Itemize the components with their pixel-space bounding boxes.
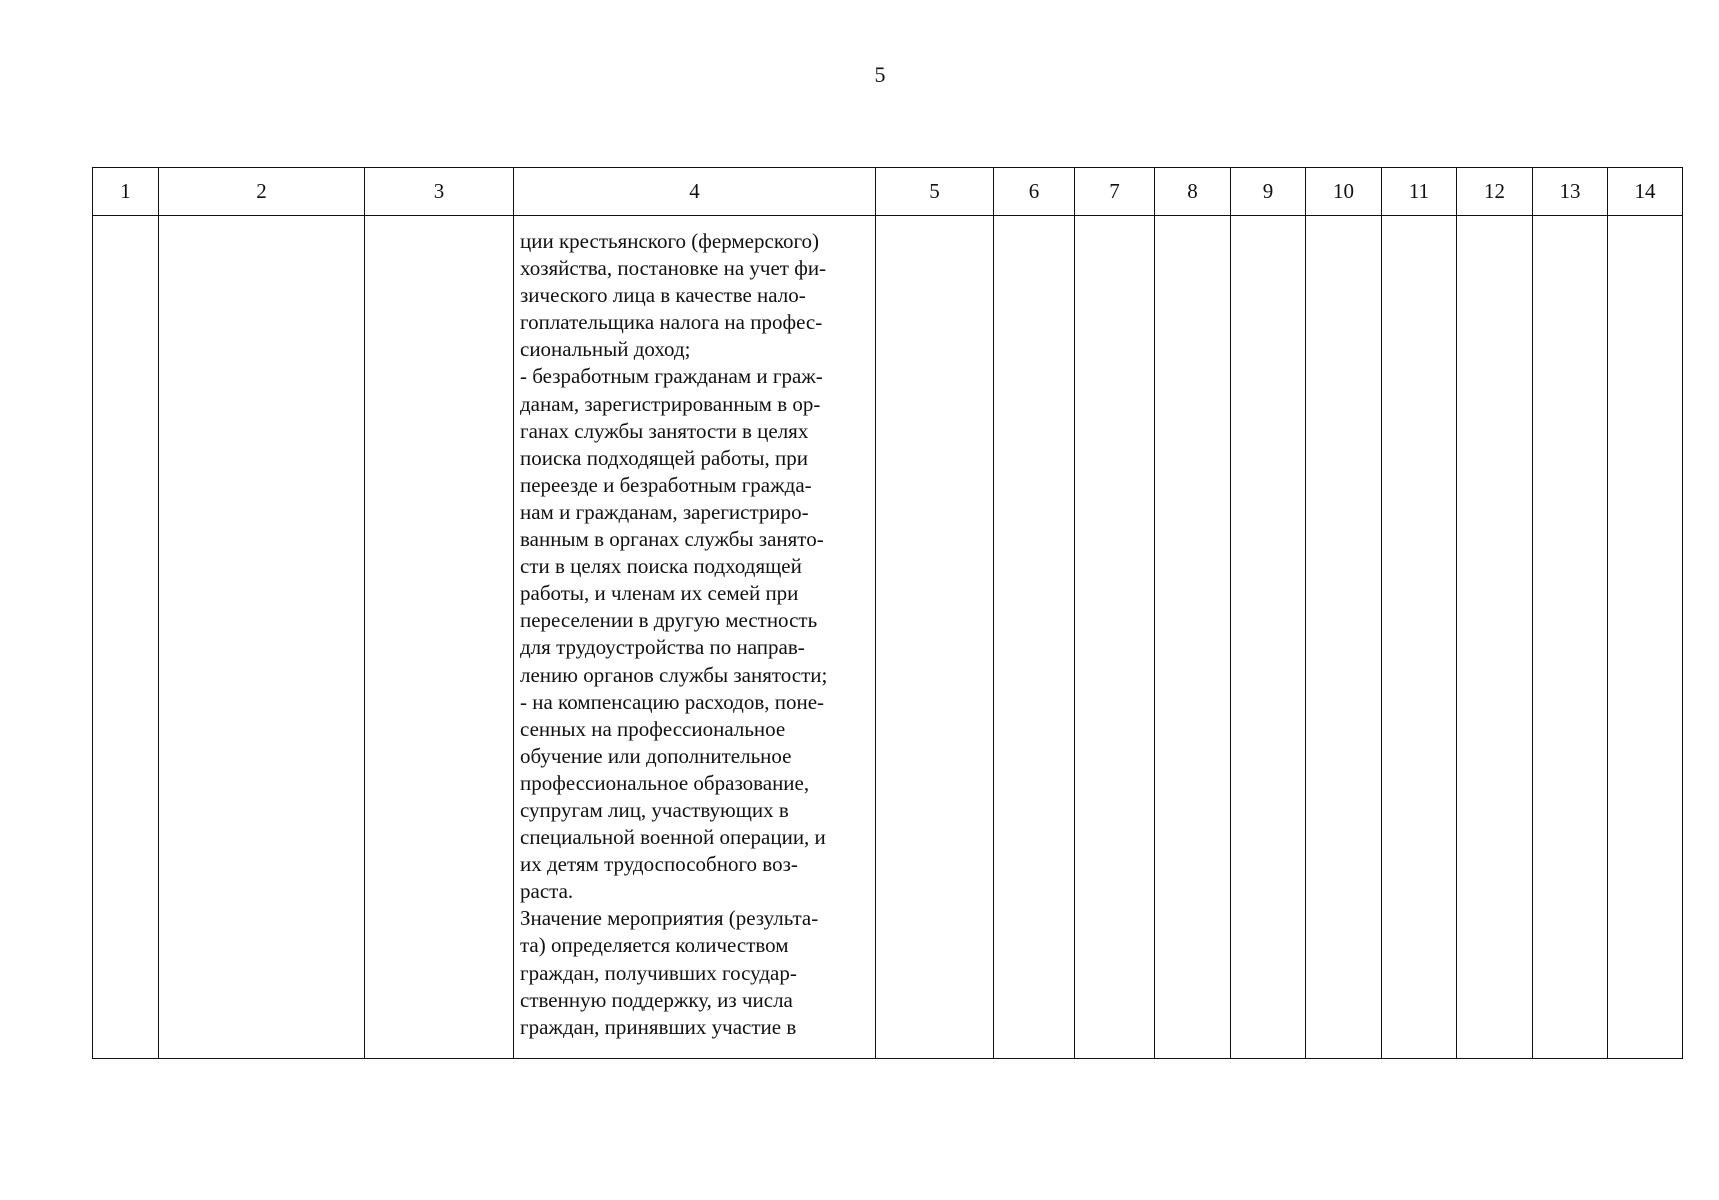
table-cell-col-13 [1533,216,1608,1059]
table-cell-col-10 [1306,216,1382,1059]
table-cell-col-8 [1155,216,1231,1059]
cell-text-line: граждан, принявших участие в [520,1014,797,1039]
cell-text-line: ции крестьянского (фермерского) [520,229,820,253]
column-header-13: 13 [1533,168,1608,216]
cell-text-line: гоплательщика налога на профес- [520,310,823,335]
column-header-8: 8 [1155,168,1231,216]
column-header-1: 1 [93,168,159,216]
cell-text-line: - на компенсацию расходов, поне- [520,689,825,714]
table-cell-col-2 [159,216,365,1059]
cell-text-line: переселении в другую местность [520,608,818,633]
table-cell-col-5 [876,216,994,1059]
cell-text-line: профессиональное образование, [520,770,810,795]
table-cell-col-6 [994,216,1075,1059]
cell-text-line: - безработным гражданам и граж- [520,364,823,389]
column-header-14: 14 [1608,168,1683,216]
cell-text-line: раста. [520,879,574,904]
table-cell-col-4 [514,216,876,1059]
cell-text-line: Значение мероприятия (результа- [520,906,819,931]
cell-text-line: та) определяется количеством [520,933,789,958]
cell-text-line: ванным в органах службы занято- [520,527,824,552]
cell-text-line: данам, зарегистрированным в ор- [520,391,821,416]
column-header-3: 3 [365,168,514,216]
table-cell-col-12 [1457,216,1533,1059]
table-cell-col-14 [1608,216,1683,1059]
table-row [93,216,1683,1059]
cell-text-line: переезде и безработным гражда- [520,472,812,497]
table-cell-col-1 [93,216,159,1059]
column-header-4: 4 [514,168,876,216]
cell-text-line: нам и гражданам, зарегистриро- [520,499,809,524]
cell-text-line: лению органов службы занятости; [520,662,828,687]
column-header-7: 7 [1075,168,1155,216]
column-header-6: 6 [994,168,1075,216]
cell-text-line: поиска подходящей работы, при [520,445,808,470]
header-row [93,168,1683,216]
cell-text-line: сенных на профессиональное [520,716,786,741]
column-header-9: 9 [1231,168,1306,216]
column-header-10: 10 [1306,168,1382,216]
cell-text-line: зического лица в качестве нало- [520,283,806,308]
column-header-2: 2 [159,168,365,216]
column-header-5: 5 [876,168,994,216]
cell-text-line: супругам лиц, участвующих в [520,797,789,822]
cell-text-line: ственную поддержку, из числа [520,987,793,1012]
page-number: 5 [874,62,886,87]
cell-text-line: специальной военной операции, и [520,825,826,850]
cell-text-line: хозяйства, постановке на учет фи- [520,256,827,281]
cell-text-line: их детям трудоспособного воз- [520,852,798,877]
cell-text-line: сиональный доход; [520,337,691,362]
cell-text-line: граждан, получивших государ- [520,960,797,985]
cell-text-line: сти в целях поиска подходящей [520,554,802,579]
cell-text-line: работы, и членам их семей при [520,581,799,606]
column-header-12: 12 [1457,168,1533,216]
table-cell-col-3 [365,216,514,1059]
data-table [92,167,1683,1059]
cell-text-line: для трудоустройства по направ- [520,635,805,660]
cell-text-line: обучение или дополнительное [520,743,792,768]
column-header-11: 11 [1382,168,1457,216]
cell-text-line: ганах службы занятости в целях [520,418,809,443]
table-cell-col-11 [1382,216,1457,1059]
table-cell-col-9 [1231,216,1306,1059]
table-cell-col-7 [1075,216,1155,1059]
